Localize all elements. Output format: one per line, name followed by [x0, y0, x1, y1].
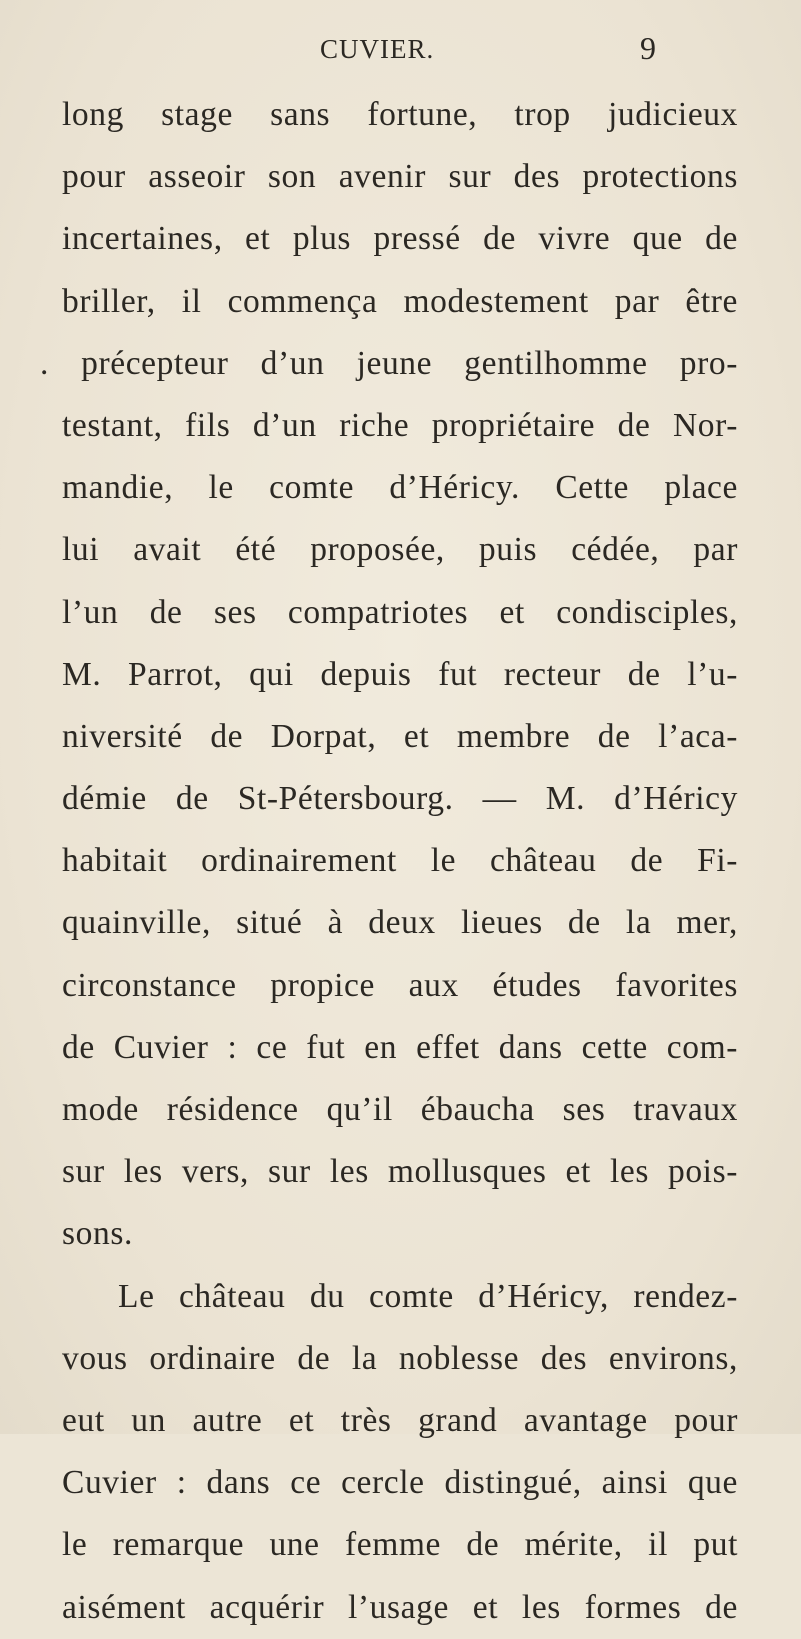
text-line: vous ordinaire de la noblesse des environs,	[62, 1339, 738, 1377]
text-line: eut un autre et très grand avantage pour	[62, 1401, 738, 1439]
text-line: briller, il commença modestement par être	[62, 282, 738, 320]
text-line: lui avait été proposée, puis cédée, par	[62, 531, 738, 569]
page-number: 9	[640, 30, 656, 66]
text-line: testant, fils d’un riche propriétaire de Nor-	[62, 406, 738, 444]
running-title: CUVIER.	[320, 34, 435, 64]
text-line: Le château du comte d’Héricy, rendez-	[118, 1277, 738, 1315]
text-line: l’un de ses compatriotes et condisciples,	[62, 593, 738, 631]
text-line: Cuvier : dans ce cercle distingué, ainsi que	[62, 1464, 738, 1502]
text-line: M. Parrot, qui depuis fut recteur de l’u-	[62, 655, 738, 693]
text-line: mode résidence qu’il ébaucha ses travaux	[62, 1091, 738, 1128]
text-line: le remarque une femme de mérite, il put	[62, 1526, 738, 1564]
text-line: incertaines, et plus pressé de vivre que de	[62, 220, 738, 258]
text-line: pour asseoir son avenir sur des protections	[62, 158, 738, 196]
text-line: habitait ordinairement le château de Fi-	[62, 842, 738, 880]
text-line: de Cuvier : ce fut en effet dans cette com-	[62, 1028, 738, 1066]
text-line: circonstance propice aux études favorites	[62, 966, 738, 1004]
text-line: niversité de Dorpat, et membre de l’aca-	[62, 717, 738, 755]
body-text	[40, 84, 738, 1639]
text-line: . précepteur d’un jeune gentilhomme pro-	[40, 344, 738, 382]
text-line: long stage sans fortune, trop judicieux	[62, 96, 738, 133]
text-line: sons.	[62, 1215, 133, 1253]
text-line: quainville, situé à deux lieues de la mer,	[62, 904, 738, 942]
text-line: démie de St-Pétersbourg. — M. d’Héricy	[62, 780, 738, 818]
page-header	[0, 20, 801, 70]
text-line: mandie, le comte d’Héricy. Cette place	[62, 469, 738, 507]
text-line: aisément acquérir l’usage et les formes de	[62, 1588, 738, 1626]
text-line: sur les vers, sur les mollusques et les pois-	[62, 1153, 738, 1191]
